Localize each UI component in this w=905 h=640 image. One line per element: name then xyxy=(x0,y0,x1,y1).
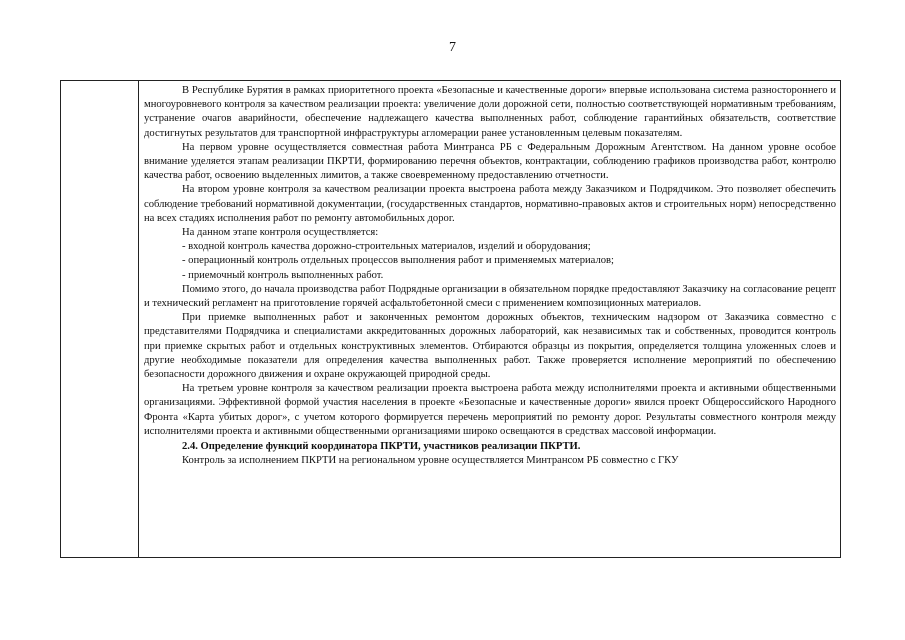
paragraph-first-level: На первом уровне осуществляется совместная работа Минтранса РБ с Федеральным Дорожным Агентством. На данном уровне особое внимание уделяется этапам реализации ПКРТИ, формированию перечня объектов, контрактации, соблюдению графиков производства работ, контролю качества работ, освоению выделенных лимитов, а также своевременному предоставлению отчетности. xyxy=(144,141,836,182)
section-heading: 2.4. Определение функций координатора ПКРТИ, участников реализации ПКРТИ. xyxy=(182,441,581,453)
table-right-column xyxy=(139,81,840,557)
page-number: 7 xyxy=(449,40,456,55)
document-table xyxy=(60,80,841,558)
paragraph-control-system: В Республике Бурятия в рамках приоритетного проекта «Безопасные и качественные дороги» впервые использована система разностороннего и многоуровневого контроля за качеством реализации проекта: увеличение доли дорожной сети, полностью соответствующей нормативным требованиям, устранение очагов аварийности, обеспечение надлежащего качества выполненных работ, соблюдение гарантийных обязательств, соответствие достигнутых результатов для транспортной инфраструктуры агломерации ранее установленным целевым показателям. xyxy=(144,85,836,139)
list-item-acceptance-control: - приемочный контроль выполненных работ. xyxy=(182,269,384,281)
list-item-input-control: - входной контроль качества дорожно-строительных материалов, изделий и оборудования; xyxy=(182,241,591,253)
paragraph-mix-approval: Помимо этого, до начала производства работ Подрядные организации в обязательном порядке предоставляют Заказчику на согласование рецепт и технический регламент на приготовление горячей асфальтобетонной смеси с применением композиционных материалов. xyxy=(144,283,836,310)
table-left-column xyxy=(61,81,139,557)
paragraph-control-stage-intro: На данном этапе контроля осуществляется: xyxy=(182,227,379,239)
paragraph-second-level: На втором уровне контроля за качеством реализации проекта выстроена работа между Заказчиком и Подрядчиком. Это позволяет обеспечить соблюдение требований нормативной документации, (государственных стандартов, нормативно-правовых актов и строительных норм) непосредственно на всех стадиях исполнения работ по ремонту автомобильных дорог. xyxy=(144,184,836,224)
list-item-operational-control: - операционный контроль отдельных процессов выполнения работ и применяемых материалов; xyxy=(182,255,614,267)
paragraph-third-level: На третьем уровне контроля за качеством реализации проекта выстроена работа между исполнителями проекта и активными общественными организациями. Эффективной формой участия населения в проекте «Безопасные и качественные дороги» явился проект Общероссийского Народного Фронта «Карта убитых дорог», с учетом которого формируется перечень мероприятий по ремонту дорог. Результаты совместного контроля между исполнителями проекта и активными общественными организациями широко освещаются в средствах массовой информации. xyxy=(144,383,836,437)
paragraph-acceptance: При приемке выполненных работ и законченных ремонтом дорожных объектов, техническим надзором от Заказчика совместно с представителями Подрядчика и специалистами аккредитованных дорожных лабораторий, как независимых так и собственных, проводится контроль при приемке скрытых работ и отдельных конструктивных элементов. Отбираются образцы из покрытия, определяется толщина уложенных слоев и другие необходимые показатели для определения качества выполненных работ. Также проверяется исполнение мероприятий по обеспечению безопасности дорожного движения и охране окружающей природной среды. xyxy=(144,312,836,381)
paragraph-regional-control: Контроль за исполнением ПКРТИ на региональном уровне осуществляется Минтрансом РБ совместно с ГКУ xyxy=(182,455,679,467)
